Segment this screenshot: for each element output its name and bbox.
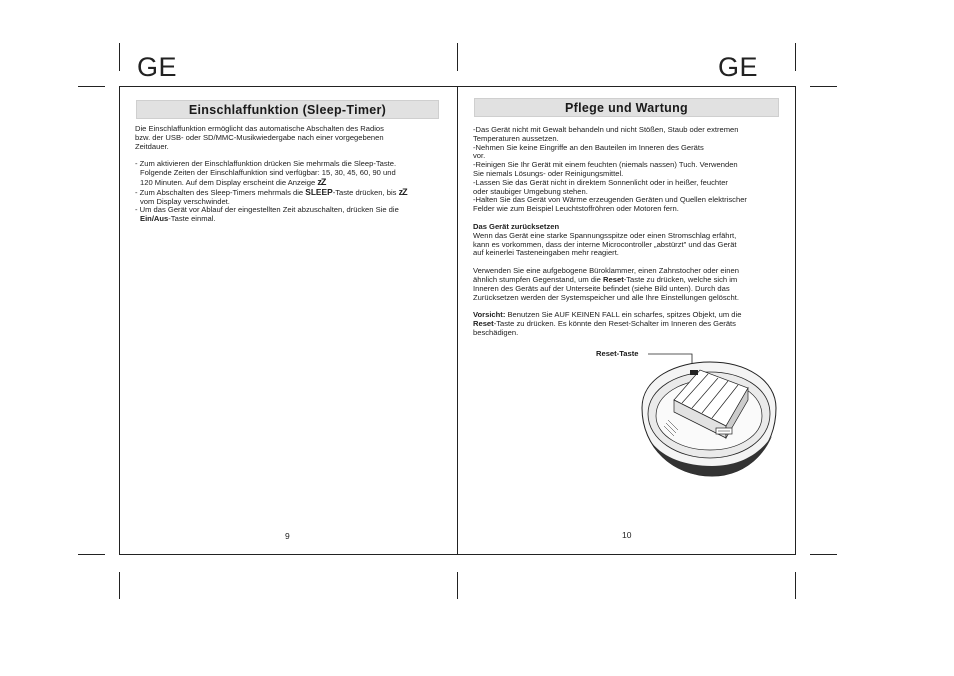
- crop-mark: [119, 43, 120, 71]
- page-number: 10: [622, 530, 632, 540]
- caution-text: Benutzen Sie AUF KEINEN FALL ein scharfes, spitzes Objekt, um die: [505, 310, 742, 320]
- crop-mark: [457, 43, 458, 71]
- bullet-line: - Zum aktivieren der Einschlaffunktion drücken Sie mehrmals die Sleep-Taste.: [135, 159, 397, 169]
- caution-line: beschädigen.: [473, 327, 519, 337]
- reset-line: Zurücksetzen werden der Systemspeicher und alle Ihre Einstellungen gelöscht.: [473, 292, 739, 302]
- reset-text: ähnlich stumpfen Gegenstand, um die: [473, 274, 601, 284]
- bullet-text: -Taste drücken, bis: [332, 187, 397, 197]
- language-label: GE: [718, 52, 759, 82]
- care-line: Sie niemals Lösungs- oder Reinigungsmittel.: [473, 168, 624, 178]
- page-number: 9: [285, 531, 290, 541]
- care-text: [473, 126, 791, 338]
- sleep-timer-text: [135, 125, 447, 224]
- bullet-line: vom Display verschwindet.: [140, 196, 230, 206]
- reset-line: Verwenden Sie eine aufgebogene Büroklammer, einen Zahnstocher oder einen: [473, 266, 739, 276]
- crop-mark: [119, 572, 120, 599]
- intro-line: Zeitdauer.: [135, 141, 169, 151]
- sleep-indicator-icon: zZ: [317, 176, 326, 187]
- crop-mark: [78, 554, 105, 555]
- care-line: -Nehmen Sie keine Eingriffe an den Bauteilen im Inneren des Geräts: [473, 142, 704, 152]
- care-line: -Halten Sie das Gerät von Wärme erzeugenden Geräten und Quellen elektrischer: [473, 195, 747, 205]
- reset-key-label: Reset: [473, 319, 494, 329]
- crop-mark: [78, 86, 105, 87]
- intro-line: Die Einschlaffunktion ermöglicht das automatische Abschalten des Radios: [135, 124, 384, 133]
- language-label: GE: [137, 52, 178, 82]
- reset-line: Inneren des Geräts auf der Unterseite befindet (siehe Bild unten). Durch das: [473, 283, 730, 293]
- crop-mark: [810, 554, 837, 555]
- care-line: -Reinigen Sie Ihr Gerät mit einem feuchten (niemals nassen) Tuch. Verwenden: [473, 160, 738, 170]
- bullet-text: -Taste einmal.: [168, 214, 216, 224]
- care-line: Temperaturen aussetzen.: [473, 133, 559, 143]
- reset-heading: Das Gerät zurücksetzen: [473, 221, 560, 231]
- care-line: vor.: [473, 151, 486, 161]
- power-key-label: Ein/Aus: [140, 214, 169, 224]
- bullet-line: [135, 215, 447, 224]
- bullet-line: Folgende Zeiten der Einschlaffunktion sind verfügbar: 15, 30, 45, 60, 90 und: [140, 168, 396, 178]
- bullet-text: 120 Minuten. Auf dem Display erscheint die Anzeige: [140, 177, 316, 187]
- intro-line: bzw. der USB- oder SD/MMC-Musikwiedergabe nach einer vorgegebenen: [135, 132, 384, 142]
- care-line: Felder wie zum Beispiel Leuchtstoffröhren oder Motoren fern.: [473, 204, 679, 214]
- crop-mark: [810, 86, 837, 87]
- device-underside-illustration: [630, 348, 780, 480]
- reset-key: [690, 370, 698, 375]
- sleep-indicator-icon: zZ: [398, 186, 407, 197]
- reset-line: Wenn das Gerät eine starke Spannungsspitze oder einen Stromschlag erfährt,: [473, 230, 737, 240]
- care-line: oder staubiger Umgebung stehen.: [473, 186, 588, 196]
- care-line: -Lassen Sie das Gerät nicht in direktem Sonnenlicht oder in heißer, feuchter: [473, 177, 728, 187]
- crop-mark: [795, 572, 796, 599]
- caution-label: Vorsicht:: [473, 310, 506, 320]
- section-heading: Pflege und Wartung: [474, 98, 779, 117]
- reset-callout-label: Reset-Taste: [596, 349, 639, 358]
- crop-mark: [457, 572, 458, 599]
- reset-line: kann es vorkommen, dass der interne Microcontroller „abstürzt" und das Gerät: [473, 239, 737, 249]
- page-divider: [457, 86, 458, 555]
- bullet-text: - Zum Abschalten des Sleep-Timers mehrmals die: [135, 187, 304, 197]
- reset-key-label: Reset: [603, 274, 624, 284]
- reset-line: auf keinerlei Tasteneingaben mehr reagiert.: [473, 248, 619, 258]
- care-line: -Das Gerät nicht mit Gewalt behandeln und nicht Stößen, Staub oder extremen: [473, 125, 739, 134]
- caution-line: [473, 320, 791, 329]
- caution-text: -Taste zu drücken. Es könnte den Reset-Schalter im Inneren des Geräts: [493, 319, 736, 329]
- crop-mark: [795, 43, 796, 71]
- bullet-line: - Um das Gerät vor Ablauf der eingestellten Zeit abzuschalten, drücken Sie die: [135, 205, 399, 215]
- section-heading: Einschlaffunktion (Sleep-Timer): [136, 100, 439, 119]
- reset-text: -Taste zu drücken, welche sich im: [623, 274, 738, 284]
- sleep-key-label: SLEEP: [305, 186, 333, 197]
